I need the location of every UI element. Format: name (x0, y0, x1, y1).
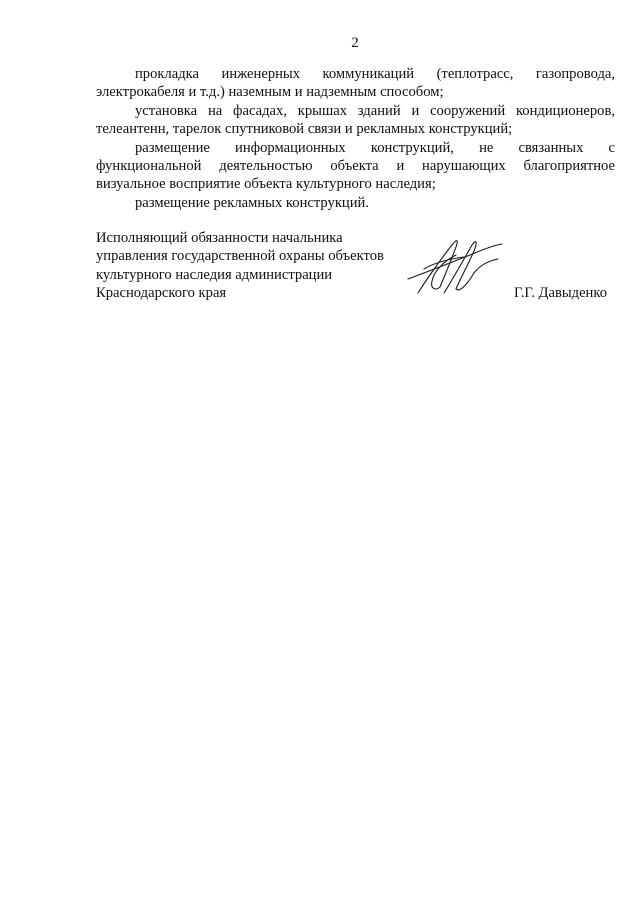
paragraph-advertising-structures: размещение рекламных конструкций. (135, 194, 369, 211)
page-number: 2 (351, 35, 359, 51)
document-body (96, 65, 615, 212)
handwritten-signature (404, 233, 506, 297)
signer-position-line: управления государственной охраны объектов (96, 248, 384, 265)
signer-position-line: Краснодарского края (96, 285, 227, 302)
signer-name: Г.Г. Давыденко (513, 285, 607, 301)
paragraph-information-structures: размещение информационных конструкций, не связанных с функциональной деятельностью объекта и нарушающих благоприятное визуальное восприятие объекта культурного наследия; (96, 139, 615, 193)
paragraph-facade-installations: установка на фасадах, крышах зданий и сооружений кондиционеров, телеантенн, тарелок спутниковой связи и рекламных конструкций; (96, 102, 615, 138)
signature-block (96, 229, 615, 309)
signer-position (96, 229, 416, 303)
paragraph-utilities: прокладка инженерных коммуникаций (теплотрасс, газопровода, электрокабеля и т.д.) наземным и надземным способом; (96, 66, 615, 101)
signer-position-line: Исполняющий обязанности начальника (96, 230, 343, 246)
signer-position-line: культурного наследия администрации (96, 266, 333, 283)
